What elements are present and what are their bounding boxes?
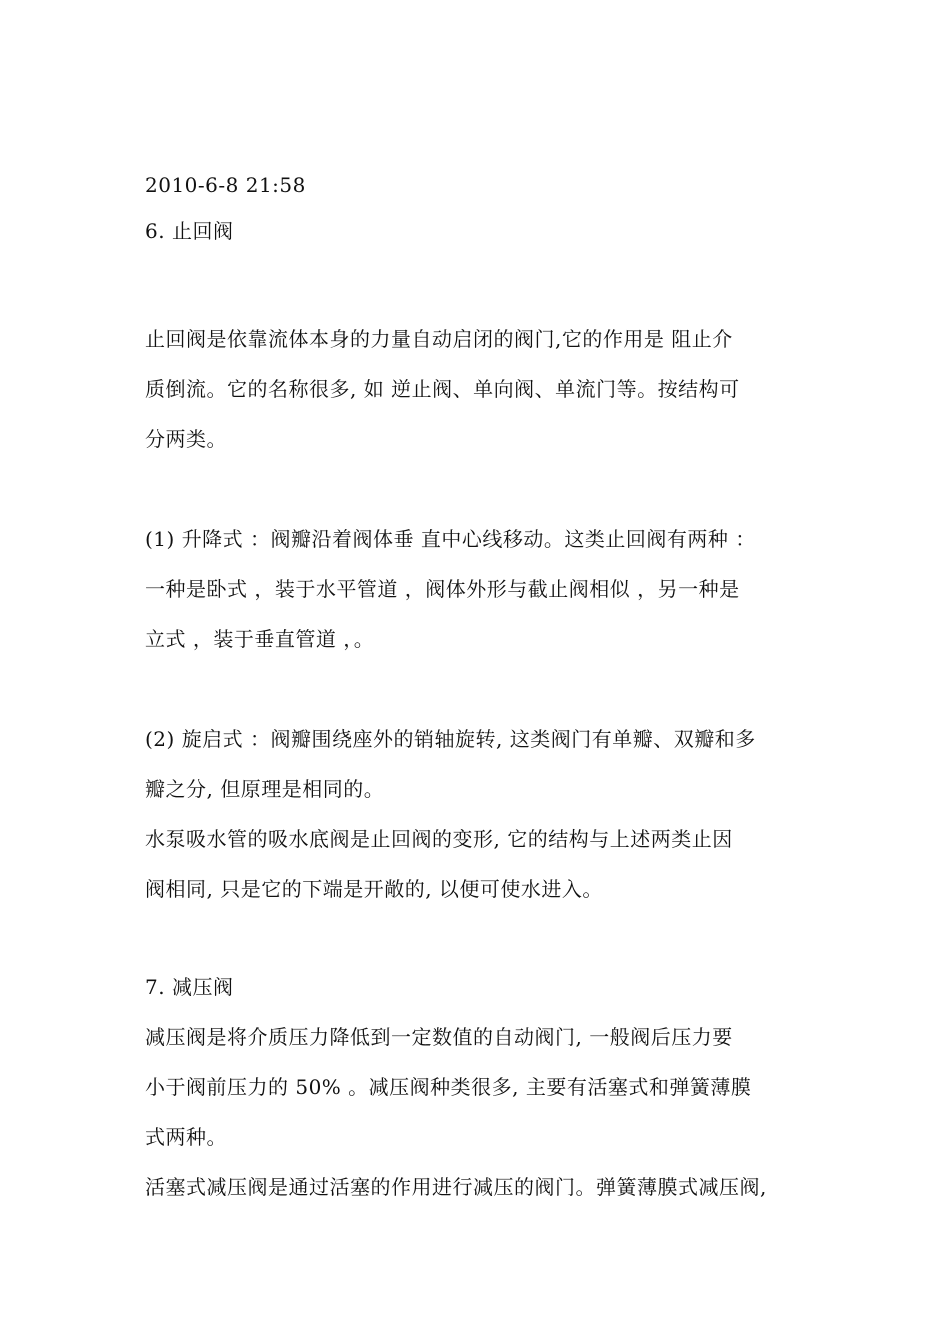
paragraph-pressure-reducing-valve	[145, 1012, 810, 1212]
spacer	[145, 914, 810, 962]
section-heading-check-valve: 6. 止回阀	[145, 219, 234, 243]
paragraph-line: 分两类。	[145, 427, 227, 451]
timestamp: 2010-6-8 21:58	[145, 173, 306, 197]
paragraph-swing-type	[145, 714, 810, 914]
paragraph-check-valve-intro	[145, 314, 810, 464]
paragraph-line: 质倒流。它的名称很多, 如 逆止阀、单向阀、单流门等。按结构可	[145, 377, 740, 401]
section-heading-pressure-reducing-valve: 7. 减压阀	[145, 975, 234, 999]
paragraph-line: 小于阀前压力的 50% 。减压阀种类很多, 主要有活塞式和弹簧薄膜	[145, 1075, 752, 1099]
paragraph-line: 一种是卧式 ，装于水平管道 ，阀体外形与截止阀相似 ，另一种是	[145, 577, 740, 601]
paragraph-line: 减压阀是将介质压力降低到一定数值的自动阀门, 一般阀后压力要	[145, 1025, 733, 1049]
spacer	[145, 248, 810, 314]
paragraph-line: 瓣之分, 但原理是相同的。	[145, 777, 385, 801]
paragraph-lift-type	[145, 514, 810, 664]
paragraph-line: 水泵吸水管的吸水底阀是止回阀的变形, 它的结构与上述两类止因	[145, 827, 733, 851]
paragraph-line: (2) 旋启式 ：阀瓣围绕座外的销轴旋转, 这类阀门有单瓣、双瓣和多	[145, 727, 756, 751]
document-body	[145, 170, 810, 1212]
paragraph-line: 阀相同, 只是它的下端是开敞的, 以便可使水进入。	[145, 877, 603, 901]
spacer	[145, 464, 810, 514]
paragraph-line: 活塞式减压阀是通过活塞的作用进行减压的阀门。弹簧薄膜式减压阀,	[145, 1175, 767, 1199]
paragraph-line: 立式 ，装于垂直管道 ，。	[145, 627, 375, 651]
paragraph-line: 式两种。	[145, 1125, 227, 1149]
paragraph-line: 止回阀是依靠流体本身的力量自动启闭的阀门,它的作用是 阻止介	[145, 327, 733, 351]
paragraph-line: (1) 升降式 ：阀瓣沿着阀体垂 直中心线移动。这类止回阀有两种 ：	[145, 527, 756, 551]
spacer	[145, 664, 810, 714]
spacer	[145, 200, 810, 214]
